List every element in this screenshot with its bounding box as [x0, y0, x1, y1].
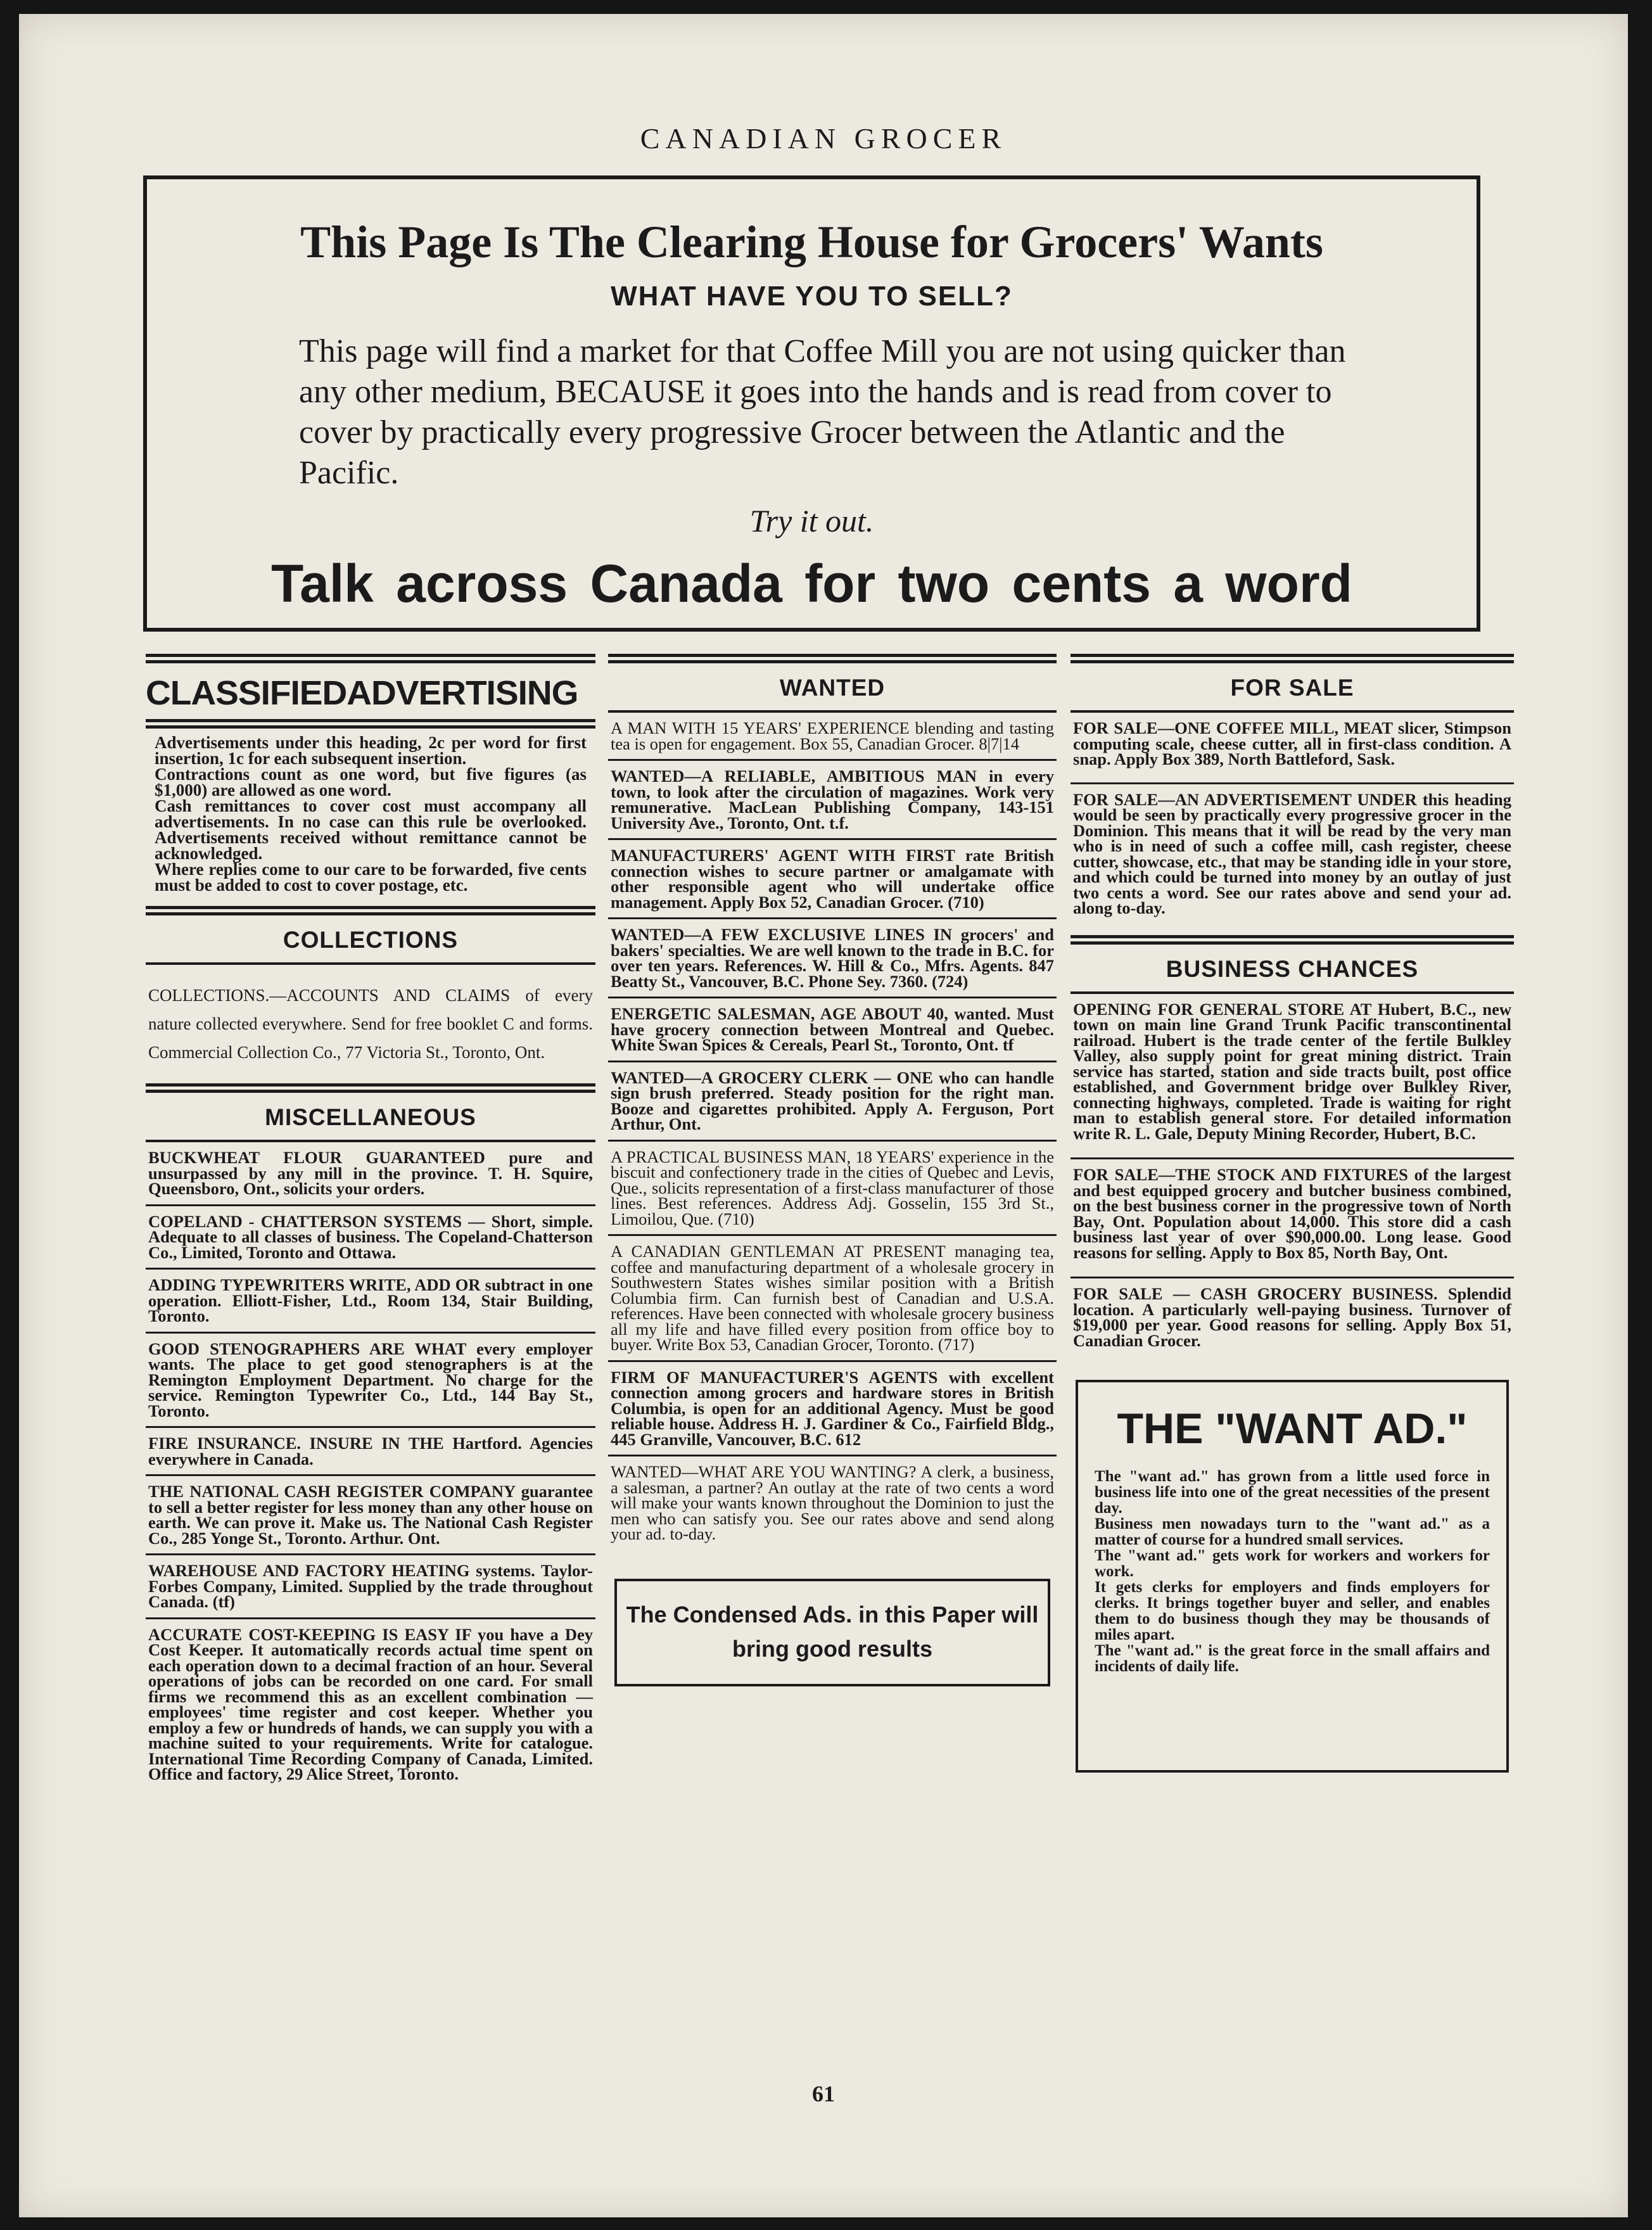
wanted-ad: FIRM OF MANUFACTURER'S AGENTS with excellent connection among grocers and hardware stores in British Columbia, is open for an additional Agency. Must be good reliable house. Address H. J. Gardiner & Co., Fairfield Bldg., 445 Granville, Vancouver, B.C. 612 [611, 1367, 1054, 1449]
box-title: This Page Is The Clearing House for Grocers' Wants [300, 217, 1323, 267]
column-right [1071, 654, 1514, 1773]
want-ad-para: The "want ad." has grown from a little used force in business life into one of the great necessities of the present day. [1095, 1468, 1490, 1517]
for-sale-ad: FOR SALE—AN ADVERTISEMENT UNDER this heading would be seen by practically every progressive grocer in the Dominion. This means that it will be read by the very man who is in need of such a coffee mill, cash register, cheese cutter, showcase, etc., that may be standing idle in your store, and which could be turned into money by an outlay of just two cents a word. See our rates above and send your ad. along to-day. [1073, 789, 1511, 917]
double-rule [146, 1083, 595, 1093]
misc-ad: BUCKWHEAT FLOUR GUARANTEED pure and unsurpassed by any mill in the province. T. H. Squire, Queensboro, Ont., solicits your orders. [148, 1148, 593, 1198]
classified-para: Contractions count as one word, but five figures (as $1,000) are allowed as one word. [155, 765, 587, 800]
misc-ad: WAREHOUSE AND FACTORY HEATING systems. Taylor-Forbes Company, Limited. Supplied by the trade throughout Canada. (tf) [148, 1561, 593, 1611]
want-ad-para: Business men nowadays turn to the "want ad." as a matter of course for a hundred small services. [1095, 1515, 1490, 1548]
double-rule [146, 719, 595, 729]
double-rule [1071, 935, 1514, 945]
wanted-ad: WANTED—A FEW EXCLUSIVE LINES IN grocers' and bakers' specialties. We are well known to the trade in B.C. for over ten years. References. W. Hill & Co., Mfrs. Agents. 847 Beatty St., Vancouver, B.C. Phone Sey. 7360. (724) [611, 925, 1054, 991]
running-head: CANADIAN GROCER [640, 122, 1007, 155]
clearing-house-box [143, 175, 1480, 632]
want-ad-para: The "want ad." is the great force in the small affairs and incidents of daily life. [1095, 1642, 1490, 1675]
wanted-ad: WANTED—WHAT ARE YOU WANTING? A clerk, a business, a salesman, a partner? An outlay at the rate of two cents a word will make your wants known throughout the Dominion to just the men who can satisfy you. See our rates above and send along your ad. to-day. [611, 1462, 1054, 1543]
column-middle [608, 654, 1057, 1686]
classified-para: Cash remittances to cover cost must accompany all advertisements. In no case can this rule be overlooked. Advertisements received without remittance cannot be acknowledged. [155, 796, 587, 863]
wanted-ad: A CANADIAN GENTLEMAN AT PRESENT managing tea, coffee and manufacturing department of a wholesale grocery in Southwestern States wishes similar position with a British Columbia firm. Can furnish best of Canadian and U.S.A. references. Have been connected with wholesale grocery business all my life and have filled every position from office boy to buyer. Write Box 53, Canadian Grocer, Toronto. (717) [611, 1242, 1054, 1354]
box-slogan: Talk across Canada for two cents a word [271, 554, 1352, 613]
for-sale-ad: FOR SALE—ONE COFFEE MILL, MEAT slicer, Stimpson computing scale, cheese cutter, all in first-class condition. A snap. Apply Box 389, North Battleford, Sask. [1073, 718, 1511, 768]
misc-ad: FIRE INSURANCE. INSURE IN THE Hartford. Agencies everywhere in Canada. [148, 1434, 593, 1469]
misc-ad: ADDING TYPEWRITERS WRITE, ADD OR subtract in one operation. Elliott-Fisher, Ltd., Room 134, Stair Building, Toronto. [148, 1275, 593, 1325]
collections-ad: COLLECTIONS.—ACCOUNTS AND CLAIMS of every nature collected everywhere. Send for free booklet C and forms. Commercial Collection Co., 77 Victoria St., Toronto, Ont. [148, 986, 593, 1062]
column-left [146, 654, 595, 1790]
misc-ad: COPELAND - CHATTERSON SYSTEMS — Short, simple. Adequate to all classes of business. The Copeland-Chatterson Co., Limited, Toronto and Ottawa. [148, 1211, 593, 1262]
classified-para: Advertisements under this heading, 2c per word for first insertion, 1c for each subsequent insertion. [155, 733, 587, 768]
classified-title: CLASSIFIEDADVERTISING [146, 674, 578, 712]
business-chances-heading: BUSINESS CHANCES [1166, 955, 1419, 982]
wanted-ad: A PRACTICAL BUSINESS MAN, 18 YEARS' experience in the biscuit and confectionery trade in the cities of Quebec and Levis, Que., solicits representation of a first-class manufacturer of those lines. Best references. Address Adj. Gosselin, 155 3rd St., Limoilou, Que. (710) [611, 1147, 1054, 1228]
box-subtitle: WHAT HAVE YOU TO SELL? [611, 281, 1013, 312]
misc-ad: ACCURATE COST-KEEPING IS EASY IF you have a Dey Cost Keeper. It automatically records actual time spent on each operation down to a decimal fraction of an hour. Several operations of jobs can be recorded on one card. For small firms we recommend this as an excellent combination — employees' time register and cost keeper. Whether you employ a few or hundreds of hands, we can supply you with a machine suited to your requirements. Write for catalogue. International Time Recording Company of Canada, Limited. Office and factory, 29 Alice Street, Toronto. [148, 1624, 593, 1783]
wanted-ad: WANTED—A RELIABLE, AMBITIOUS MAN in every town, to look after the circulation of magazines. Work very remunerative. MacLean Publishing Company, 143-151 University Ave., Toronto, Ont. t.f. [611, 767, 1054, 832]
miscellaneous-heading: MISCELLANEOUS [265, 1104, 476, 1130]
condensed-ads-box: The Condensed Ads. in this Paper will bring good results [614, 1579, 1050, 1686]
box-body: This page will find a market for that Coffee Mill you are not using quicker than any other medium, BECAUSE it goes into the hands and is read from cover to cover by practically every progressive Grocer between the Atlantic and the Pacific. [299, 333, 1346, 491]
double-rule [146, 906, 595, 915]
misc-ad: GOOD STENOGRAPHERS ARE WHAT every employer wants. The place to get good stenographers is at the Remington Employment Department. No charge for the service. Remington Typewriter Co., Ltd., 144 Bay St., Toronto. [148, 1339, 593, 1420]
double-rule [146, 654, 595, 663]
wanted-ad: ENERGETIC SALESMAN, AGE ABOUT 40, wanted. Must have grocery connection between Montreal and Quebec. White Swan Spices & Cereals, Pearl St., Toronto, Ont. tf [611, 1004, 1054, 1054]
want-ad-title: THE "WANT AD." [1117, 1405, 1468, 1453]
business-ad: FOR SALE — CASH GROCERY BUSINESS. Splendid location. A particularly well-paying business. Turnover of $19,000 per year. Good reasons for selling. Apply Box 51, Canadian Grocer. [1073, 1284, 1511, 1350]
want-ad-para: It gets clerks for employers and finds employers for clerks. It brings together buyer and seller, and enables them to do business though they may be thousands of miles apart. [1095, 1579, 1490, 1643]
wanted-ad: A MAN WITH 15 YEARS' EXPERIENCE blending and tasting tea is open for engagement. Box 55, Canadian Grocer. 8|7|14 [611, 718, 1054, 753]
classified-para: Where replies come to our care to be forwarded, five cents must be added to cost to cover postage, etc. [155, 860, 587, 895]
wanted-ad: MANUFACTURERS' AGENT WITH FIRST rate British connection wishes to secure partner or amalgamate with other responsible agent who will undertake office management. Apply Box 52, Canadian Grocer. (710) [611, 846, 1054, 912]
wanted-ad: WANTED—A GROCERY CLERK — ONE who can handle sign brush preferred. Steady position for the right man. Booze and cigarettes prohibited. Apply A. Ferguson, Port Arthur, Ont. [611, 1067, 1054, 1133]
magazine-page [19, 14, 1628, 2217]
business-ad: FOR SALE—THE STOCK AND FIXTURES of the largest and best equipped grocery and butcher business combined, on the best business corner in the progressive town of North Bay, Ont. Population about 14,000. This store did a cash business last year of over $90,000.00. Long lease. Good reasons for selling. Apply to Box 85, North Bay, Ont. [1073, 1165, 1511, 1262]
double-rule [608, 654, 1057, 663]
misc-ad: THE NATIONAL CASH REGISTER COMPANY guarantee to sell a better register for less money than any other house on earth. We can prove it. Make us. The National Cash Register Co., 285 Yonge St., Toronto. Arthur. Ont. [148, 1482, 593, 1548]
want-ad-box [1076, 1380, 1509, 1773]
double-rule [1071, 654, 1514, 663]
collections-heading: COLLECTIONS [283, 927, 459, 953]
for-sale-heading: FOR SALE [1230, 675, 1354, 701]
want-ad-para: The "want ad." gets work for workers and workers for work. [1095, 1547, 1490, 1580]
box-try-it: Try it out. [749, 503, 874, 538]
wanted-heading: WANTED [779, 675, 886, 701]
business-ad: OPENING FOR GENERAL STORE AT Hubert, B.C., new town on main line Grand Trunk Pacific transcontinental railroad. Hubert is the trade center of the fertile Bulkley Valley, also supply point for great mining district. Train service has started, station and side tracts built, post office established, and Government bridge over Bulkley River, connecting highways, completed. Trade is waiting for right man to establish general store. For detailed information write R. L. Gale, Deputy Mining Recorder, Hubert, B.C. [1073, 999, 1511, 1143]
page-number: 61 [812, 2081, 835, 2106]
